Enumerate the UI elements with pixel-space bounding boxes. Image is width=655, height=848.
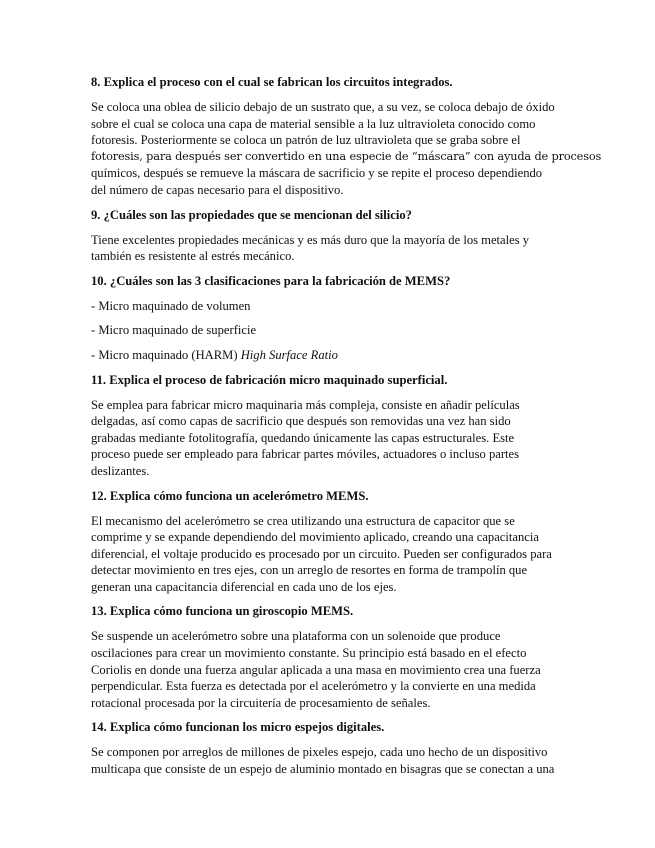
text-line: oscilaciones para crear un movimiento constante. Su principio está basado en el efecto bbox=[91, 646, 527, 661]
question-8-heading: 8. Explica el proceso con el cual se fabrican los circuitos integrados. bbox=[91, 75, 453, 89]
text-line: detectar movimiento en tres ejes, con un arreglo de resortes en forma de trampolín que bbox=[91, 563, 528, 578]
answer-14-paragraph bbox=[91, 744, 571, 777]
text-line: delgadas, así como capas de sacrificio que después son removidas una vez han sido bbox=[91, 414, 511, 429]
answer-11-paragraph bbox=[91, 397, 571, 480]
list-item-italic-term: High Surface Ratio bbox=[240, 347, 338, 362]
text-line: fotoresis. Posteriormente se coloca un patrón de luz ultravioleta que se graba sobre el bbox=[91, 133, 521, 148]
list-item bbox=[91, 322, 571, 339]
text-line: fotoresis, para después ser convertido en una especie de “máscara” con ayuda de procesos bbox=[91, 149, 602, 163]
text-line: multicapa que consiste de un espejo de aluminio montado en bisagras que se conectan a una bbox=[91, 762, 555, 777]
question-9-heading: 9. ¿Cuáles son las propiedades que se mencionan del silicio? bbox=[91, 207, 412, 222]
text-line: químicos, después se remueve la máscara de sacrificio y se repite el proceso dependiendo bbox=[91, 166, 543, 181]
text-line: rotacional procesada por la circuitería de procesamiento de señales. bbox=[91, 695, 431, 710]
list-item-text: - Micro maquinado (HARM) bbox=[91, 347, 241, 362]
answer-13-paragraph bbox=[91, 628, 571, 711]
question-13-heading: 13. Explica cómo funciona un giroscopio MEMS. bbox=[91, 604, 354, 619]
text-line: generan una capacitancia diferencial en cada uno de los ejes. bbox=[91, 579, 397, 594]
answer-12-paragraph bbox=[91, 513, 571, 596]
text-line: Coriolis en donde una fuerza angular aplicada a una masa en movimiento crea una fuerza bbox=[91, 662, 541, 677]
question-12-heading: 12. Explica cómo funciona un acelerómetro MEMS. bbox=[91, 488, 369, 503]
text-line: diferencial, el voltaje producido es procesado por un circuito. Pueden ser configurados para bbox=[91, 546, 552, 561]
question-10-heading: 10. ¿Cuáles son las 3 clasificaciones para la fabricación de MEMS? bbox=[91, 273, 451, 288]
text-line: proceso puede ser empleado para fabricar partes móviles, actuadores o incluso partes bbox=[91, 447, 520, 462]
text-line: perpendicular. Esta fuerza es detectada por el acelerómetro y la convierte en una medida bbox=[91, 679, 536, 694]
answer-9-paragraph bbox=[91, 232, 571, 265]
text-line: comprime y se expande dependiendo del movimiento aplicado, creando una capacitancia bbox=[91, 530, 539, 545]
text-line: Se suspende un acelerómetro sobre una plataforma con un solenoide que produce bbox=[91, 629, 501, 644]
list-item bbox=[91, 347, 571, 364]
list-item-text: - Micro maquinado de volumen bbox=[91, 298, 251, 313]
text-line: Se componen por arreglos de millones de pixeles espejo, cada uno hecho de un dispositivo bbox=[91, 745, 548, 760]
text-line: Se emplea para fabricar micro maquinaria más compleja, consiste en añadir películas bbox=[91, 397, 520, 412]
text-line: Tiene excelentes propiedades mecánicas y es más duro que la mayoría de los metales y bbox=[91, 232, 530, 247]
list-item-text: - Micro maquinado de superficie bbox=[91, 323, 257, 338]
question-11-heading: 11. Explica el proceso de fabricación micro maquinado superficial. bbox=[91, 372, 448, 387]
text-line: sobre el cual se coloca una capa de material sensible a la luz ultravioleta conocido como bbox=[91, 116, 536, 131]
text-line: El mecanismo del acelerómetro se crea utilizando una estructura de capacitor que se bbox=[91, 513, 515, 528]
list-item bbox=[91, 298, 571, 315]
text-line: grabadas mediante fotolitografía, quedando únicamente las capas estructurales. Este bbox=[91, 430, 515, 445]
answer-8-paragraph bbox=[91, 99, 602, 199]
text-line: del número de capas necesario para el dispositivo. bbox=[91, 182, 344, 197]
question-14-heading: 14. Explica cómo funcionan los micro espejos digitales. bbox=[91, 720, 385, 735]
text-line: Se coloca una oblea de silicio debajo de un sustrato que, a su vez, se coloca debajo de óxido bbox=[91, 100, 555, 114]
text-line: también es resistente al estrés mecánico. bbox=[91, 249, 295, 264]
text-line: deslizantes. bbox=[91, 463, 150, 478]
document-page bbox=[91, 74, 602, 786]
